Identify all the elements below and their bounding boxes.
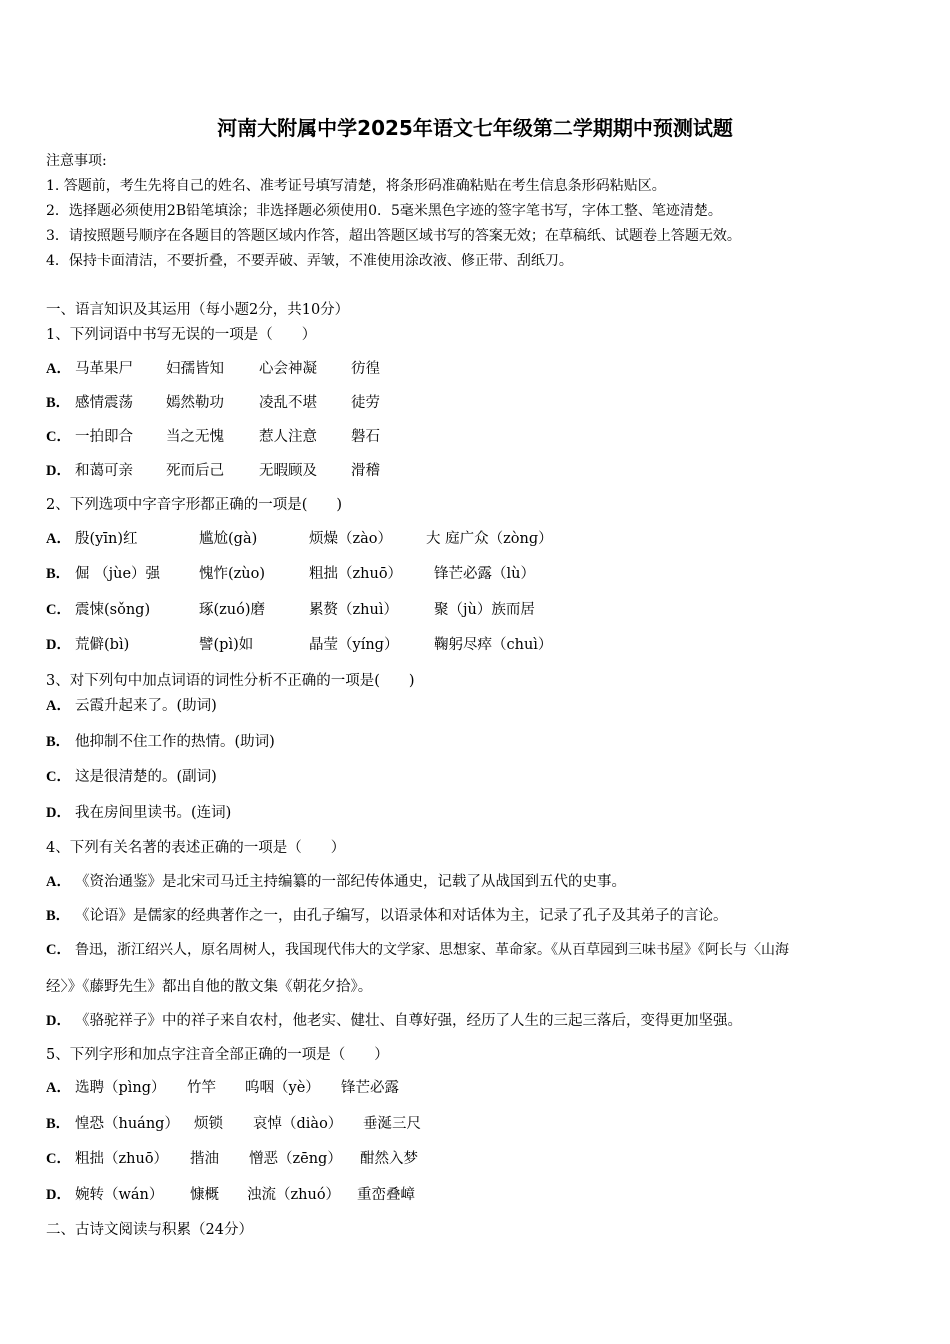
option-letter: D． <box>46 1013 71 1029</box>
option-item: 磐石 <box>351 429 380 445</box>
page-title: 河南大附属中学2025年语文七年级第二学期期中预测试题 <box>217 116 733 140</box>
option-item: 殷(yīn)红 <box>75 531 138 547</box>
option-item: 感情震荡 <box>75 395 133 411</box>
option-item: 马革果尸 <box>75 361 133 377</box>
option-item: 惹人注意 <box>259 429 317 445</box>
option-item: 妇孺皆知 <box>166 361 224 377</box>
option-letter: B． <box>46 908 71 924</box>
option-item: 粗拙（zhuō） <box>75 1151 169 1167</box>
option-item: 无暇顾及 <box>259 463 317 479</box>
option-letter: C． <box>46 1151 71 1167</box>
option-letter: C． <box>46 602 71 618</box>
option-item: 哀悼（diào） <box>253 1116 343 1132</box>
question-stem: 3、对下列句中加点词语的词性分析不正确的一项是( ) <box>46 673 415 689</box>
option-item: 晶莹（yínɡ） <box>309 637 399 653</box>
option-item: 揩油 <box>190 1151 219 1167</box>
option-letter: B． <box>46 1116 71 1132</box>
option-letter: C． <box>46 769 71 785</box>
option-letter: B． <box>46 734 71 750</box>
option-item: 琢(zuó)磨 <box>199 602 266 618</box>
option-item: 婉转（wán） <box>75 1187 164 1203</box>
option-letter: B． <box>46 395 71 411</box>
option-item: 彷徨 <box>351 361 380 377</box>
section-heading: 一、语言知识及其运用（每小题2分，共10分） <box>46 302 350 318</box>
option-item: 烦锁 <box>194 1116 223 1132</box>
option-item: 酣然入梦 <box>360 1151 418 1167</box>
option-item: 荒僻(bì) <box>75 637 130 653</box>
option-item: 重峦叠嶂 <box>357 1187 415 1203</box>
option-letter: A． <box>46 874 71 890</box>
option-text: 《论语》是儒家的经典著作之一，由孔子编写，以语录体和对话体为主，记录了孔子及其弟子的言论。 <box>75 908 728 924</box>
option-item: 凌乱不堪 <box>259 395 317 411</box>
option-letter: C． <box>46 429 71 445</box>
question-stem: 2、下列选项中字音字形都正确的一项是( ) <box>46 497 343 513</box>
option-item: 一拍即合 <box>75 429 133 445</box>
question-stem: 4、下列有关名著的表述正确的一项是（ ） <box>46 840 346 856</box>
option-letter: A． <box>46 361 71 377</box>
option-item: 震悚(sǒng) <box>75 602 151 618</box>
option-letter: D． <box>46 1187 71 1203</box>
option-item: 呜咽（yè） <box>245 1080 320 1096</box>
option-text-continued: 经〉》《藤野先生》都出自他的散文集《朝花夕拾》。 <box>46 979 373 995</box>
option-item: 尴尬(gà) <box>199 531 258 547</box>
option-item: 愧怍(zùo) <box>199 566 266 582</box>
option-text: 《骆驼祥子》中的祥子来自农村，他老实、健壮、自尊好强，经历了人生的三起三落后，变得更加坚强。 <box>75 1013 742 1029</box>
option-text: 《资治通鉴》是北宋司马迁主持编纂的一部纪传体通史，记载了从战国到五代的史事。 <box>75 874 626 890</box>
option-text: 我在房间里读书。(连词) <box>75 805 232 821</box>
option-item: 死而后己 <box>166 463 224 479</box>
option-text: 云霞升起来了。(助词) <box>75 698 217 714</box>
option-letter: B． <box>46 566 71 582</box>
question-stem: 5、下列字形和加点字注音全部正确的一项是（ ） <box>46 1047 389 1063</box>
notice-heading: 注意事项: <box>46 153 107 169</box>
option-item: 锋芒必露（lù） <box>434 566 535 582</box>
option-item: 浊流（zhuó） <box>247 1187 341 1203</box>
option-item: 鞠躬尽瘁（chuì） <box>434 637 553 653</box>
option-item: 聚（jù）族而居 <box>434 602 535 618</box>
option-letter: C． <box>46 942 71 958</box>
option-text: 鲁迅，浙江绍兴人，原名周树人，我国现代伟大的文学家、思想家、革命家。《从百草园到三味书屋》《阿长与〈山海 <box>75 942 789 958</box>
option-item: 譬(pì)如 <box>199 637 254 653</box>
notice-item: 1. 答题前，考生先将自己的姓名、准考证号填写清楚，将条形码准确粘贴在考生信息条形码粘贴区。 <box>46 178 666 194</box>
option-item: 心会神凝 <box>259 361 317 377</box>
option-item: 烦燥（zào） <box>309 531 393 547</box>
option-item: 垂涎三尺 <box>363 1116 421 1132</box>
notice-item: 2．选择题必须使用2B铅笔填涂；非选择题必须使用0．5毫米黑色字迹的签字笔书写，字体工整、笔迹清楚。 <box>46 203 722 219</box>
section-heading: 二、古诗文阅读与积累（24分） <box>46 1222 253 1238</box>
option-item: 当之无愧 <box>166 429 224 445</box>
option-text: 他抑制不住工作的热情。(助词) <box>75 734 275 750</box>
option-item: 慷概 <box>190 1187 219 1203</box>
option-item: 徒劳 <box>351 395 380 411</box>
option-letter: D． <box>46 637 71 653</box>
option-item: 惶恐（huáng） <box>75 1116 179 1132</box>
option-item: 嫣然勒功 <box>166 395 224 411</box>
option-item: 锋芒必露 <box>341 1080 399 1096</box>
option-item: 滑稽 <box>351 463 380 479</box>
option-item: 大 庭广众（zònɡ） <box>426 531 553 547</box>
option-letter: D． <box>46 805 71 821</box>
option-item: 累赘（zhuì） <box>309 602 398 618</box>
option-text: 这是很清楚的。(副词) <box>75 769 217 785</box>
option-item: 竹竿 <box>187 1080 216 1096</box>
option-item: 选聘（pìng） <box>75 1080 166 1096</box>
option-item: 倔 （jùe）强 <box>75 566 161 582</box>
option-letter: A． <box>46 698 71 714</box>
option-item: 憎恶（zēng） <box>249 1151 342 1167</box>
option-item: 粗拙（zhuō） <box>309 566 403 582</box>
question-stem: 1、下列词语中书写无误的一项是（ ） <box>46 327 317 343</box>
option-letter: A． <box>46 1080 71 1096</box>
option-letter: A． <box>46 531 71 547</box>
notice-item: 4．保持卡面清洁，不要折叠，不要弄破、弄皱，不准使用涂改液、修正带、刮纸刀。 <box>46 253 573 269</box>
notice-item: 3．请按照题号顺序在各题目的答题区域内作答，超出答题区域书写的答案无效；在草稿纸、试题卷上答题无效。 <box>46 228 741 244</box>
option-item: 和蔼可亲 <box>75 463 133 479</box>
option-letter: D． <box>46 463 71 479</box>
